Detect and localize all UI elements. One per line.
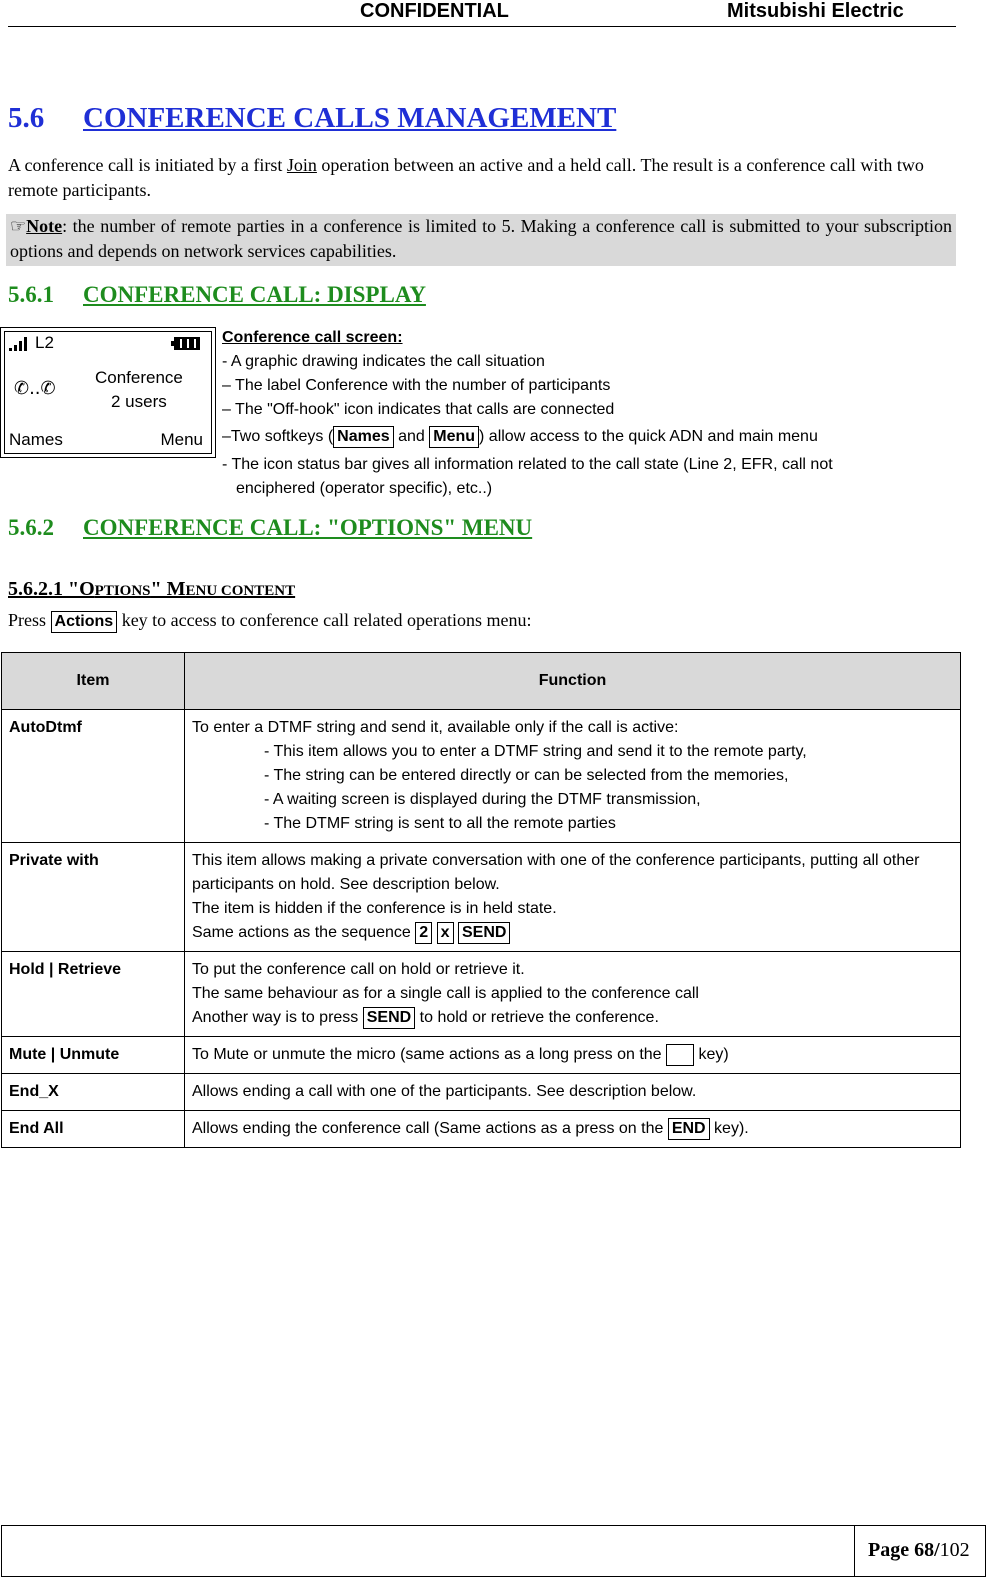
press-text-2: key to access to conference call related operations menu: xyxy=(117,610,532,630)
phone-screen-inner xyxy=(4,331,212,454)
item-end-all: End All xyxy=(2,1111,185,1148)
line-indicator: L2 xyxy=(35,333,54,352)
subsection-heading-display xyxy=(8,282,426,308)
item-end-x: End_X xyxy=(2,1074,185,1111)
send-key[interactable]: SEND xyxy=(363,1007,415,1029)
function-cell xyxy=(185,1111,961,1148)
join-link[interactable]: Join xyxy=(286,155,317,175)
table-row xyxy=(2,1037,961,1074)
intro-text-1: A conference call is initiated by a first xyxy=(8,155,287,175)
key-2[interactable]: 2 xyxy=(415,922,432,944)
mute-key-icon[interactable] xyxy=(666,1044,694,1066)
note-label: Note xyxy=(26,216,63,236)
actions-key[interactable]: Actions xyxy=(51,611,118,633)
subsection-number: 5.6.2 xyxy=(8,515,54,540)
function-text: Another way is to press xyxy=(192,1009,363,1026)
function-line xyxy=(192,921,953,945)
pointing-hand-icon: ☞ xyxy=(10,216,27,236)
conference-call-icon: ✆..✆ xyxy=(14,378,56,399)
function-cell xyxy=(185,843,961,952)
function-line: - A waiting screen is displayed during the DTMF transmission, xyxy=(264,791,701,808)
screen-description-line: - A graphic drawing indicates the call situation xyxy=(222,353,545,370)
function-line xyxy=(192,1006,953,1030)
subsection-title: CONFERENCE CALL: "OPTIONS" MENU xyxy=(83,515,533,540)
screen-description-title: Conference call screen: xyxy=(222,329,403,346)
confidential-label: CONFIDENTIAL xyxy=(360,0,509,22)
heading-part: PTIONS xyxy=(94,583,151,599)
function-text: Allows ending the conference call (Same actions as a press on the xyxy=(192,1120,668,1137)
section-number: 5.6 xyxy=(8,102,45,134)
end-key[interactable]: END xyxy=(668,1118,710,1140)
phone-screen xyxy=(0,327,216,458)
table-row xyxy=(2,1111,961,1148)
signal-strength-icon xyxy=(9,336,33,352)
softkey-menu[interactable]: Menu xyxy=(160,430,203,449)
function-cell: Allows ending a call with one of the participants. See description below. xyxy=(185,1074,961,1111)
softkeys-text-2: and xyxy=(393,428,430,445)
function-line: - The DTMF string is sent to all the remote parties xyxy=(264,815,616,832)
softkeys-text-3: ) allow access to the quick ADN and main menu xyxy=(479,428,818,445)
press-text-1: Press xyxy=(8,610,51,630)
table-row xyxy=(2,952,961,1037)
function-line: To enter a DTMF string and send it, available only if the call is active: xyxy=(192,719,679,736)
function-line: - This item allows you to enter a DTMF string and send it to the remote party, xyxy=(264,743,807,760)
note-text: : the number of remote parties in a conference is limited to 5. Making a conference call is submitted to your subscription options and depends on network services capabilities. xyxy=(10,216,952,261)
screen-description-softkeys xyxy=(222,422,833,453)
table-row xyxy=(2,843,961,952)
note-box xyxy=(6,214,956,266)
function-cell xyxy=(185,1037,961,1074)
softkey-names[interactable]: Names xyxy=(9,430,63,449)
heading-part: 5.6.2.1 "O xyxy=(8,578,95,600)
page-current: 68/ xyxy=(914,1539,940,1561)
sequence-text: Same actions as the sequence xyxy=(192,924,416,941)
press-instruction xyxy=(8,608,954,633)
item-mute-unmute: Mute | Unmute xyxy=(2,1037,185,1074)
conference-label: Conference xyxy=(95,368,183,387)
table-header-row xyxy=(2,653,961,710)
page-footer xyxy=(1,1525,986,1577)
function-text: key). xyxy=(709,1120,749,1137)
subsection-title: CONFERENCE CALL: DISPLAY xyxy=(83,282,426,307)
key-x[interactable]: x xyxy=(437,922,454,944)
page-label: Page xyxy=(868,1539,915,1561)
page-header xyxy=(8,0,956,27)
function-line: The same behaviour as for a single call is applied to the conference call xyxy=(192,985,699,1002)
function-line: To put the conference call on hold or retrieve it. xyxy=(192,961,525,978)
intro-text-2: operation between an active and a held call. The result is a conference call with two remote participants. xyxy=(8,155,924,200)
page-total: 102 xyxy=(939,1539,970,1561)
item-private-with: Private with xyxy=(2,843,185,952)
function-cell xyxy=(185,952,961,1037)
screen-description-line: enciphered (operator specific), etc..) xyxy=(236,480,493,497)
subsection-heading-options xyxy=(8,515,532,541)
company-name: Mitsubishi Electric xyxy=(727,0,904,22)
screen-description xyxy=(222,326,833,501)
softkeys-text-1: –Two softkeys ( xyxy=(222,428,334,445)
intro-paragraph xyxy=(8,153,954,203)
screen-description-line: - The icon status bar gives all information related to the call state (Line 2, EFR, call not xyxy=(222,456,833,473)
subsubsection-heading xyxy=(8,578,295,601)
options-menu-table xyxy=(1,652,961,1148)
menu-key[interactable]: Menu xyxy=(429,426,479,448)
subsection-number: 5.6.1 xyxy=(8,282,54,307)
function-line: The item is hidden if the conference is in held state. xyxy=(192,900,557,917)
footer-divider xyxy=(854,1526,855,1576)
names-key[interactable]: Names xyxy=(333,426,393,448)
function-text: to hold or retrieve the conference. xyxy=(415,1009,659,1026)
screen-description-line: – The label Conference with the number of participants xyxy=(222,377,611,394)
participants-count: 2 users xyxy=(111,392,167,411)
header-function: Function xyxy=(185,653,961,710)
screen-description-line: – The "Off-hook" icon indicates that calls are connected xyxy=(222,401,615,418)
section-title: CONFERENCE CALLS MANAGEMENT xyxy=(83,102,617,134)
function-line: This item allows making a private conversation with one of the conference participants, putting all other participants on hold. See description below. xyxy=(192,852,920,893)
table-row xyxy=(2,710,961,843)
function-text: To Mute or unmute the micro (same actions as a long press on the xyxy=(192,1046,667,1063)
function-line: - The string can be entered directly or can be selected from the memories, xyxy=(264,767,789,784)
item-hold-retrieve: Hold | Retrieve xyxy=(2,952,185,1037)
page-number xyxy=(868,1539,970,1562)
function-cell xyxy=(185,710,961,843)
header-item: Item xyxy=(2,653,185,710)
item-autodtmf: AutoDtmf xyxy=(2,710,185,843)
function-text: key) xyxy=(694,1046,729,1063)
heading-part: " M xyxy=(150,578,186,600)
table-row xyxy=(2,1074,961,1111)
send-key[interactable]: SEND xyxy=(458,922,510,944)
battery-icon xyxy=(171,336,201,352)
section-heading xyxy=(8,102,616,135)
heading-part: ENU CONTENT xyxy=(185,583,296,599)
